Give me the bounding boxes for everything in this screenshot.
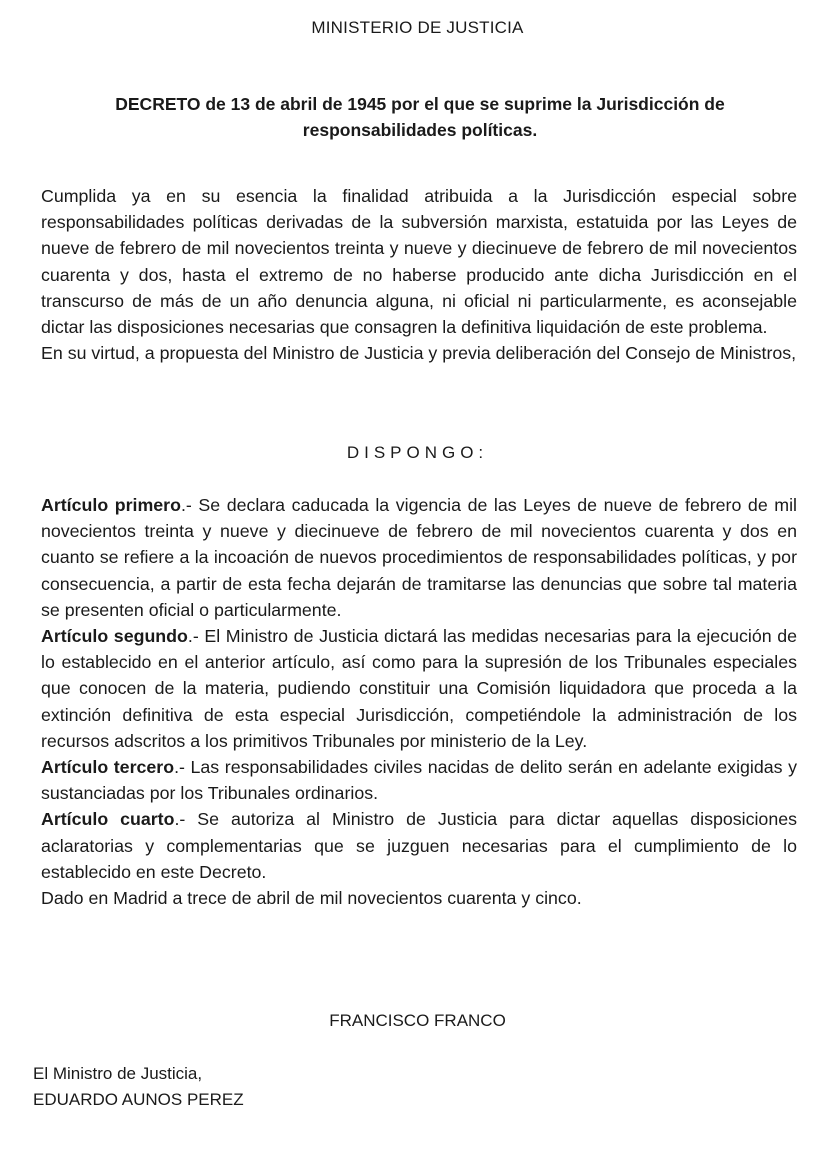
decree-title: DECRETO de 13 de abril de 1945 por el que se suprime la Jurisdicción de responsabilidades políticas. [115,94,725,140]
minister-name: EDUARDO AUNOS PEREZ [33,1090,244,1109]
article-label: Artículo primero [41,495,181,515]
article-text: .- Se autoriza al Ministro de Justicia para dictar aquellas disposiciones aclaratorias y complementarias que se juzguen necesarias para el cumplimiento de lo establecido en este Decreto. [41,809,797,882]
article [41,806,797,885]
article-label: Artículo cuarto [41,809,175,830]
minister-signature-block [33,1061,244,1113]
preamble-paragraph: Cumplida ya en su esencia la finalidad atribuida a la Jurisdicción especial sobre responsabilidades políticas derivadas de la subversión marxista, estatuida por las Leyes de nueve de febrero de mil novecientos treinta y nueve y diecinueve de febrero de mil novecientos cuarenta y dos, hasta el extremo de no haberse producido ante dicha Jurisdicción en el transcurso de más de un año denuncia alguna, ni oficial ni particularmente, es aconsejable dictar las disposiciones necesarias que consagren la definitiva liquidación de este problema. [41,186,797,338]
article [41,492,797,623]
article-text: .- El Ministro de Justicia dictará las medidas necesarias para la ejecución de lo establecido en el anterior artículo, así como para la supresión de los Tribunales especiales que conocen de la materia, pudiendo constituir una Comisión liquidadora que proceda a la extinción definitiva de esta especial Jurisdicción, competiéndole la administración de los recursos adscritos a los primitivos Tribunales por ministerio de la Ley. [41,626,797,751]
article-label: Artículo segundo [41,626,188,647]
preamble-paragraph: En su virtud, a propuesta del Ministro de Justicia y previa deliberación del Consejo de Ministros, [41,343,797,364]
dispongo-heading: DISPONGO: [346,443,489,462]
article-text: .- Se declara caducada la vigencia de las Leyes de nueve de febrero de mil novecientos treinta y nueve y diecinueve de febrero de mil novecientos cuarenta y dos en cuanto se refiere a la incoación de nuevos procedimientos de responsabilidades políticas, y por consecuencia, a partir de esta fecha dejarán de tramitarse las denuncias que sobre tal materia se presenten oficial o particularmente. [41,495,797,620]
article [41,754,797,806]
signature: FRANCISCO FRANCO [329,1011,506,1030]
ministry-heading: MINISTERIO DE JUSTICIA [311,18,524,37]
minister-title: El Ministro de Justicia, [33,1064,203,1083]
closing-line: Dado en Madrid a trece de abril de mil novecientos cuarenta y cinco. [41,888,582,909]
preamble [41,183,797,366]
article [41,623,797,754]
article-label: Artículo tercero [41,757,175,778]
article-text: .- Las responsabilidades civiles nacidas de delito serán en adelante exigidas y sustanciadas por los Tribunales ordinarios. [41,757,798,804]
articles-section [41,492,797,911]
